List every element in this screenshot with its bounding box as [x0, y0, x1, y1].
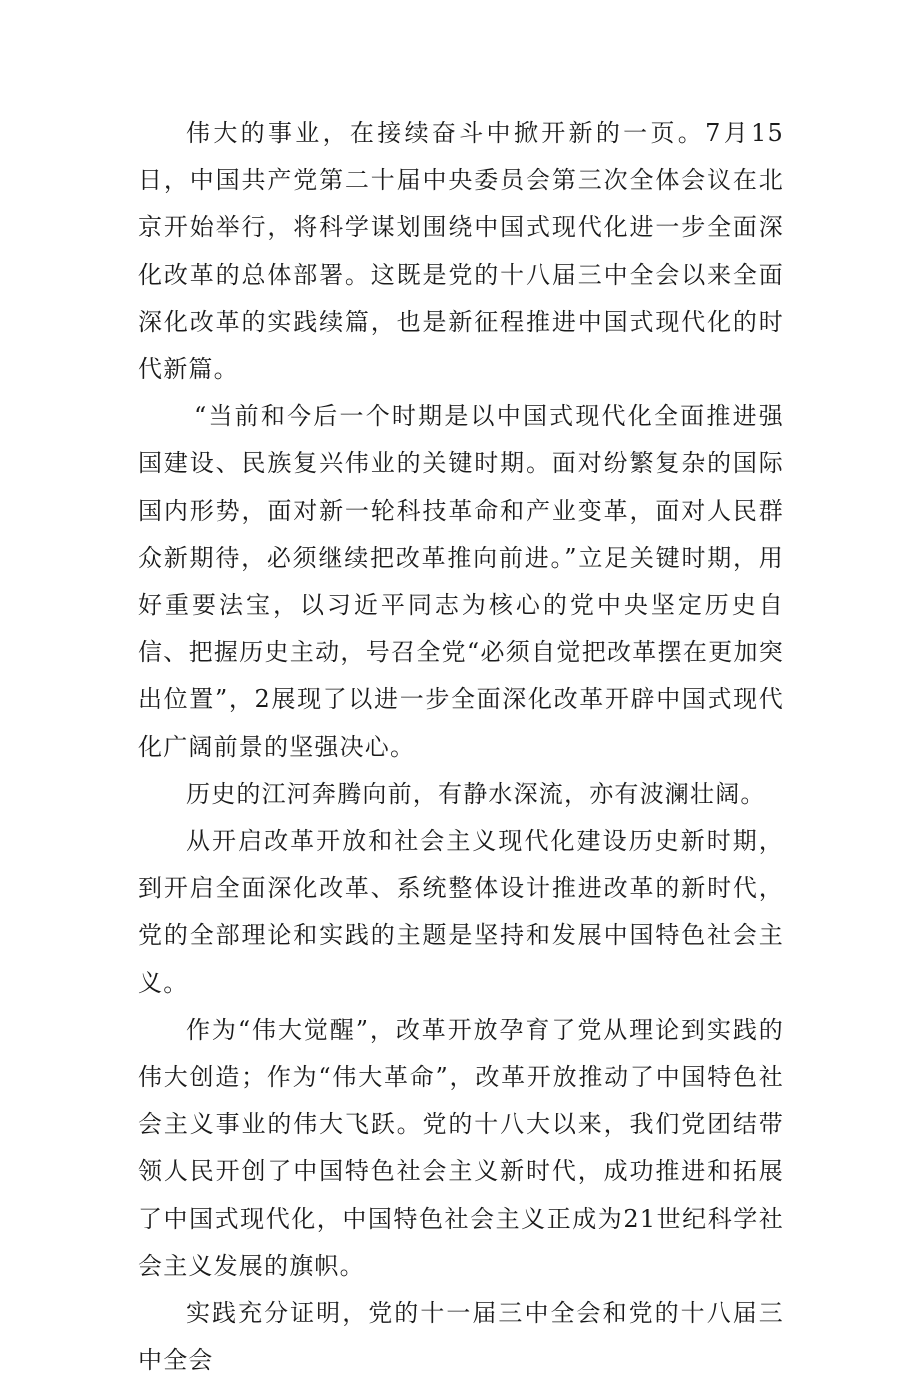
paragraph-1: 伟大的事业，在接续奋斗中掀开新的一页。7月15日，中国共产党第二十届中央委员会第三次全体会议在北京开始举行，将科学谋划围绕中国式现代化进一步全面深化改革的总体部署。这既是党的十八届三中全会以来全面深化改革的实践续篇，也是新征程推进中国式现代化的时代新篇。 [138, 119, 784, 384]
paragraph-5: 作为“伟大觉醒”，改革开放孕育了党从理论到实践的伟大创造；作为“伟大革命”，改革开放推动了中国特色社会主义事业的伟大飞跃。党的十八大以来，我们党团结带领人民开创了中国特色社会主义新时代，成功推进和拓展了中国式现代化，中国特色社会主义正成为21世纪科学社会主义发展的旗帜。 [138, 1015, 784, 1280]
paragraph-2: “当前和今后一个时期是以中国式现代化全面推进强国建设、民族复兴伟业的关键时期。面对纷繁复杂的国际国内形势，面对新一轮科技革命和产业变革，面对人民群众新期待，必须继续把改革推向前进。”立足关键时期，用好重要法宝，以习近平同志为核心的党中央坚定历史自信、把握历史主动，号召全党“必须自觉把改革摆在更加突出位置”，2展现了以进一步全面深化改革开辟中国式现代化广阔前景的坚强决心。 [138, 402, 784, 761]
paragraph-6: 实践充分证明，党的十一届三中全会和党的十八届三中全会 [138, 1299, 784, 1375]
paragraph-3: 历史的江河奔腾向前，有静水深流，亦有波澜壮阔。 [186, 779, 766, 808]
paragraph-4: 从开启改革开放和社会主义现代化建设历史新时期，到开启全面深化改革、系统整体设计推进改革的新时代，党的全部理论和实践的主题是坚持和发展中国特色社会主义。 [138, 827, 784, 997]
article-body [138, 110, 784, 1384]
